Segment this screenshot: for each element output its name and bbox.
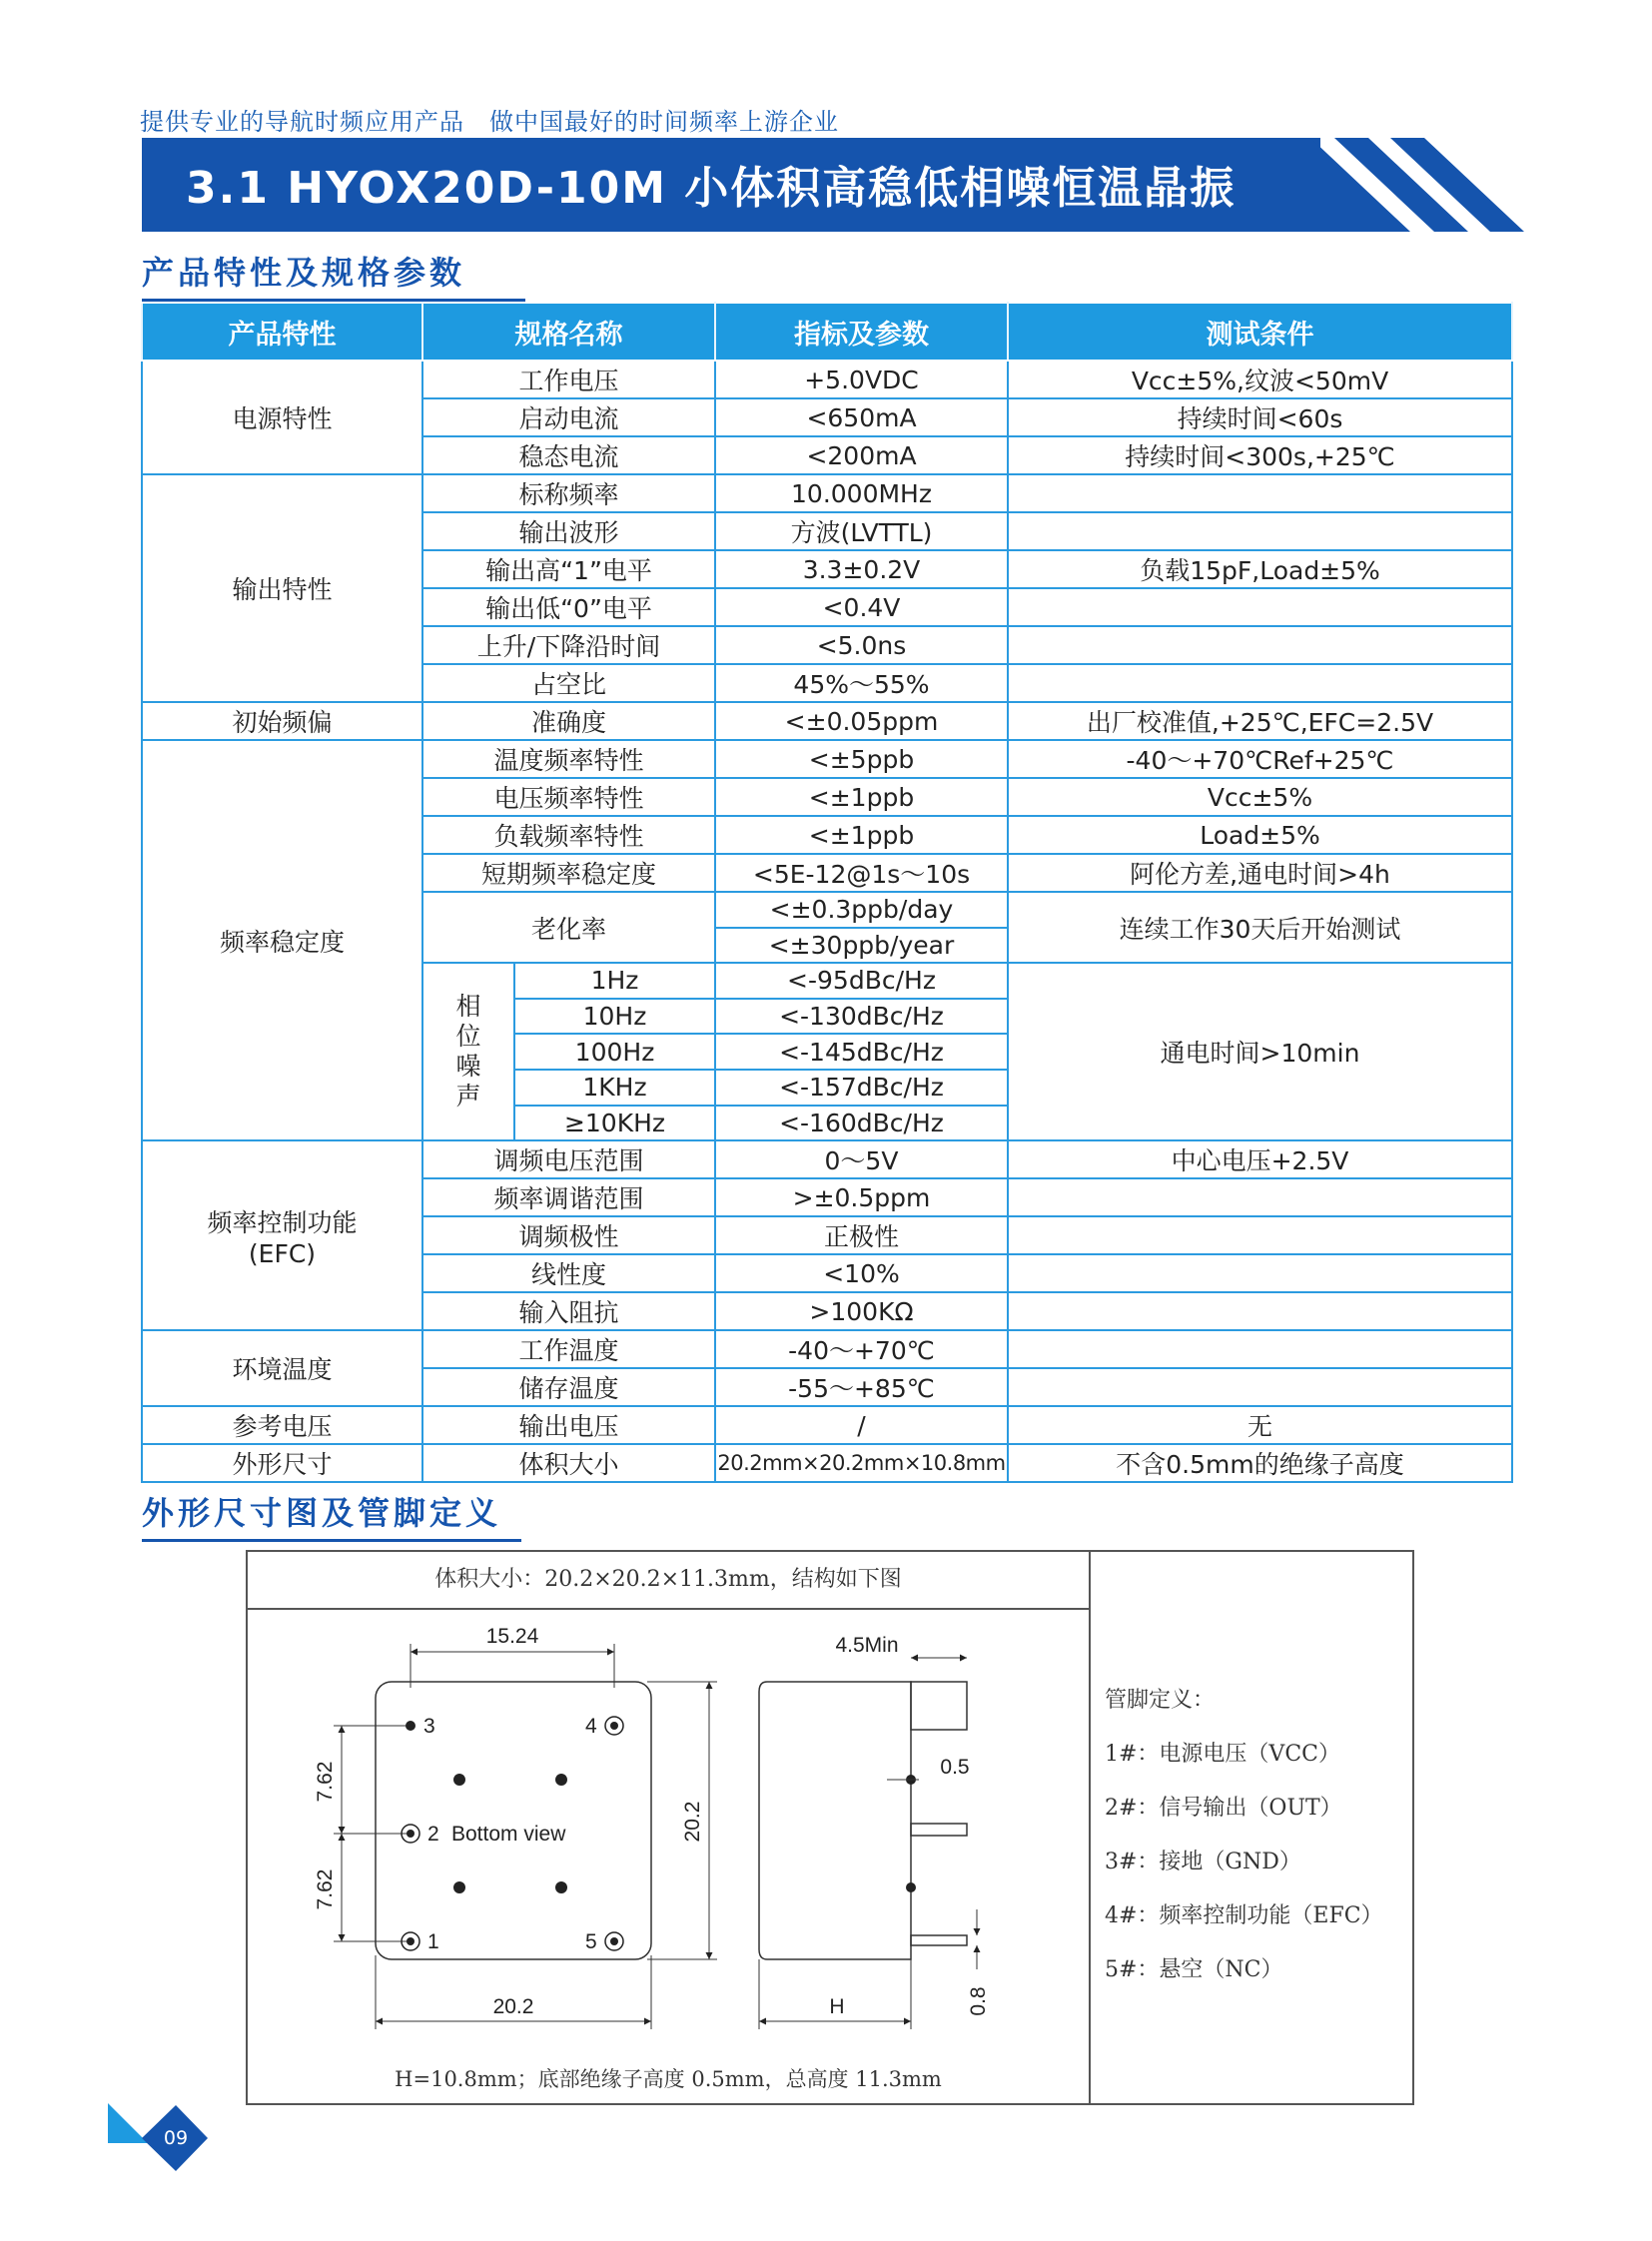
table-row: 100Hz <-145dBc/Hz — [142, 1034, 1512, 1070]
pin-3 — [406, 1721, 415, 1731]
pin-def: 3#：接地（GND） — [1105, 1850, 1301, 1874]
pin-def: 1#：电源电压（VCC） — [1105, 1742, 1340, 1767]
table-header-row — [142, 303, 1512, 361]
page-number-badge — [108, 2103, 208, 2177]
pin-2 — [407, 1830, 414, 1838]
svg-text:4: 4 — [585, 1715, 597, 1738]
dim-side-h: H — [829, 1995, 845, 2018]
pin-1 — [407, 1937, 414, 1945]
group-cell: 输出特性 — [142, 474, 422, 702]
table-row: 负载频率特性 <±1ppb Load±5% — [142, 816, 1512, 854]
table-row: 稳态电流 <200mA 持续时间<300s,+25℃ — [142, 436, 1512, 474]
section-title-drawing: 外形尺寸图及管脚定义 — [142, 1488, 501, 1534]
table-row: 线性度 <10% — [142, 1254, 1512, 1292]
group-cell: 频率稳定度 — [142, 740, 422, 1140]
table-row: 初始频偏 准确度 <±0.05ppm 出厂校准值,+25℃,EFC=2.5V — [142, 702, 1512, 740]
dimension-drawing — [246, 1550, 1414, 2105]
pin-def: 2#：信号输出（OUT） — [1105, 1796, 1342, 1821]
table-row: 1KHz <-157dBc/Hz — [142, 1070, 1512, 1106]
table-row: 电源特性 工作电压 +5.0VDC Vcc±5%,纹波<50mV — [142, 361, 1512, 398]
group-cell: 外形尺寸 — [142, 1444, 422, 1482]
table-row: 输出波形 方波(LVTTL) — [142, 512, 1512, 550]
table-row: 储存温度 -55～+85℃ — [142, 1368, 1512, 1406]
table-row: 频率控制功能 (EFC) 调频电压范围 0～5V 中心电压+2.5V — [142, 1140, 1512, 1178]
header-cell: 产品特性 — [142, 303, 422, 361]
header-cell: 指标及参数 — [715, 303, 1008, 361]
banner-stripes-icon — [1290, 138, 1560, 232]
tagline: 提供专业的导航时频应用产品 做中国最好的时间频率上游企业 — [140, 108, 839, 136]
phase-noise-label: 相 位 噪 声 — [422, 963, 514, 1140]
table-row: 短期频率稳定度 <5E-12@1s～10s 阿伦方差,通电时间>4h — [142, 854, 1512, 892]
dim-side-min: 4.5Min — [835, 1634, 899, 1657]
section-title-specs: 产品特性及规格参数 — [142, 248, 465, 294]
pins-title: 管脚定义： — [1105, 1688, 1216, 1713]
dim-left-upper: 7.62 — [314, 1761, 337, 1803]
svg-text:5: 5 — [585, 1930, 597, 1953]
table-row: 输出低“0”电平 <0.4V — [142, 588, 1512, 626]
table-row: 频率调谐范围 >±0.5ppm — [142, 1178, 1512, 1216]
pin-5 — [610, 1937, 618, 1945]
bottom-view-body — [376, 1682, 651, 1959]
table-row: 环境温度 工作温度 -40～+70℃ — [142, 1330, 1512, 1368]
table-row: 输出特性 标称频率 10.000MHz — [142, 474, 1512, 512]
table-row: 外形尺寸 体积大小 20.2mm×20.2mm×10.8mm 不含0.5mm的绝缘子高度 — [142, 1444, 1512, 1482]
table-row: 输入阻抗 >100KΩ — [142, 1292, 1512, 1330]
group-cell: 参考电压 — [142, 1406, 422, 1444]
dim-height: 20.2 — [681, 1801, 704, 1843]
table-row: 参考电压 输出电压 / 无 — [142, 1406, 1512, 1444]
pin-4 — [610, 1722, 618, 1730]
dim-pin-dia: 0.5 — [940, 1756, 970, 1779]
table-row: 10Hz <-130dBc/Hz — [142, 999, 1512, 1035]
outline-diagram — [248, 1610, 1089, 2059]
drawing-header: 体积大小：20.2×20.2×11.3mm，结构如下图 — [248, 1552, 1089, 1610]
page-number: 09 — [163, 2127, 189, 2149]
table-row: 启动电流 <650mA 持续时间<60s — [142, 398, 1512, 436]
header-cell: 测试条件 — [1008, 303, 1512, 361]
table-row: 占空比 45%～55% — [142, 664, 1512, 702]
table-row: ≥10KHz <-160dBc/Hz — [142, 1106, 1512, 1141]
group-cell: 频率控制功能 (EFC) — [142, 1140, 422, 1330]
table-row: 上升/下降沿时间 <5.0ns — [142, 626, 1512, 664]
dim-side-pin: 0.8 — [967, 1986, 990, 2016]
pin-def: 4#：频率控制功能（EFC） — [1105, 1903, 1383, 1928]
header-cell: 规格名称 — [422, 303, 715, 361]
group-cell: 电源特性 — [142, 361, 422, 474]
bottom-view-label: Bottom view — [451, 1823, 566, 1846]
table-row: 相 位 噪 声 1Hz <-95dBc/Hz 通电时间>10min — [142, 963, 1512, 999]
table-row: 频率稳定度 温度频率特性 <±5ppb -40～+70℃Ref+25℃ — [142, 740, 1512, 778]
spec-table — [141, 302, 1513, 1483]
page-title: 3.1 HYOX20D-10M 小体积高稳低相噪恒温晶振 — [186, 163, 1237, 214]
table-row: 调频极性 正极性 — [142, 1216, 1512, 1254]
title-banner — [142, 138, 1410, 232]
side-view-body — [759, 1682, 911, 1959]
dim-left-lower: 7.62 — [314, 1868, 337, 1910]
group-cell: 初始频偏 — [142, 702, 422, 740]
table-row: 输出高“1”电平 3.3±0.2V 负载15pF,Load±5% — [142, 550, 1512, 588]
svg-text:1: 1 — [427, 1930, 439, 1953]
table-row: 老化率 <±0.3ppb/day 连续工作30天后开始测试 — [142, 892, 1512, 928]
table-row: <±30ppb/year — [142, 928, 1512, 964]
dim-top-width: 15.24 — [485, 1625, 539, 1648]
table-row: 电压频率特性 <±1ppb Vcc±5% — [142, 778, 1512, 816]
dim-bottom-width: 20.2 — [492, 1995, 534, 2018]
drawing-footer: H=10.8mm；底部绝缘子高度 0.5mm，总高度 11.3mm — [395, 2067, 942, 2091]
pin-definitions — [1105, 1674, 1383, 1997]
svg-text:2: 2 — [427, 1823, 439, 1846]
group-cell: 环境温度 — [142, 1330, 422, 1406]
pin-def: 5#：悬空（NC） — [1105, 1957, 1283, 1982]
svg-text:3: 3 — [423, 1715, 435, 1738]
